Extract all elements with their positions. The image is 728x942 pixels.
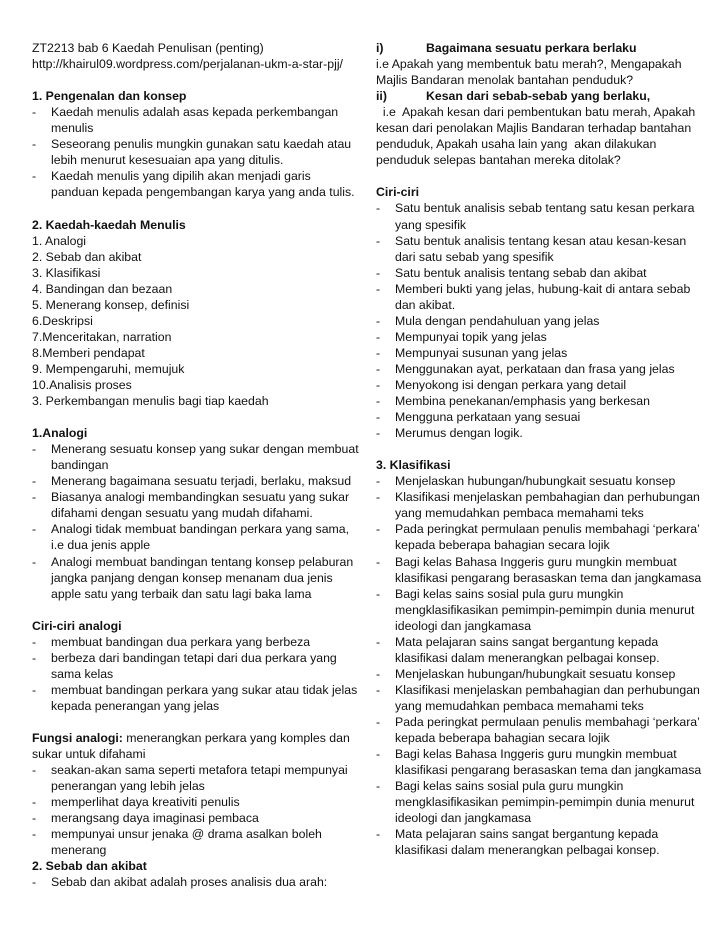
right-column — [376, 40, 706, 858]
bullet-dash: - — [376, 265, 381, 280]
list-item — [376, 554, 706, 586]
bullet-list — [376, 473, 706, 858]
item-title: Bagaimana sesuatu perkara berlaku — [426, 41, 637, 55]
bullet-dash: - — [32, 474, 37, 489]
list-item-text: bandingan — [51, 458, 109, 473]
list-item — [376, 393, 706, 409]
list-item-text: Mata pelajaran sains sangat bergantung kepada — [395, 827, 659, 842]
inline-bold-label: Fungsi analogi: — [32, 731, 123, 746]
list-item-text: Satu bentuk analisis tentang kesan atau kesan-kesan — [395, 233, 687, 248]
list-item-text: kepada beberapa bahagian secara lojik — [395, 731, 610, 746]
bullet-dash: - — [376, 281, 381, 296]
bullet-dash: - — [32, 522, 37, 537]
bullet-list — [32, 762, 362, 858]
list-item — [376, 586, 706, 634]
list-item-text: Memberi bukti yang jelas, hubung-kait di antara sebab — [395, 281, 691, 296]
list-item-text: dan akibat. — [395, 297, 456, 312]
text-line: 3. Perkembangan menulis bagi tiap kaedah — [32, 394, 269, 409]
text-line: 2. Sebab dan akibat — [32, 249, 142, 264]
bullet-dash: - — [376, 522, 381, 537]
bullet-dash: - — [32, 763, 37, 778]
list-item — [376, 200, 706, 232]
bullet-dash: - — [376, 377, 381, 392]
bullet-dash: - — [376, 394, 381, 409]
document-header-title: ZT2213 bab 6 Kaedah Penulisan (penting) — [32, 41, 264, 55]
list-item-text: dari satu sebab yang spesifik — [395, 249, 554, 264]
bullet-dash: - — [376, 361, 381, 376]
list-item-text: Satu bentuk analisis tentang sebab dan akibat — [395, 265, 647, 280]
bullet-dash: - — [376, 345, 381, 360]
bullet-dash: - — [376, 779, 381, 794]
item-title: Kesan dari sebab-sebab yang berlaku, — [426, 89, 651, 104]
section-heading: 1.Analogi — [32, 426, 88, 441]
bullet-dash: - — [376, 426, 381, 441]
bullet-dash: - — [32, 795, 37, 810]
list-item — [32, 810, 362, 826]
list-item-text: merangsang daya imaginasi pembaca — [51, 811, 259, 826]
list-item-text: Menjelaskan hubungan/hubungkait sesuatu konsep — [395, 666, 676, 681]
list-item-text: Bagi kelas Bahasa Inggeris guru mungkin membuat — [395, 747, 677, 762]
list-item-text: Pada peringkat permulaan penulis membahagi ‘perkara’ — [395, 714, 700, 729]
section-heading: 2. Sebab dan akibat — [32, 859, 147, 874]
list-item — [32, 650, 362, 682]
section-heading: 2. Kaedah-kaedah Menulis — [32, 217, 186, 232]
list-item-text: Analogi tidak membuat bandingan perkara yang sama, — [51, 522, 350, 537]
list-item — [376, 682, 706, 714]
text-line: 5. Menerang konsep, definisi — [32, 297, 190, 312]
list-item — [32, 473, 362, 489]
bullet-dash: - — [376, 747, 381, 762]
paragraph-line: sukar untuk difahami — [32, 747, 146, 762]
list-item — [376, 666, 706, 682]
list-item-text: membuat bandingan perkara yang sukar atau tidak jelas — [51, 682, 358, 697]
list-item-text: Kaedah menulis yang dipilih akan menjadi garis — [51, 169, 311, 184]
bullet-dash: - — [376, 201, 381, 216]
numbered-heading — [376, 88, 706, 104]
list-item — [376, 714, 706, 746]
bullet-dash: - — [376, 666, 381, 681]
list-item-text: panduan kepada pengembangan karya yang anda tulis. — [51, 185, 355, 200]
list-item — [32, 441, 362, 473]
list-item-text: Biasanya analogi membandingkan sesuatu yang sukar — [51, 490, 350, 505]
list-item-text: Bagi kelas Bahasa Inggeris guru mungkin membuat — [395, 554, 677, 569]
list-item-text: memperlihat daya kreativiti penulis — [51, 795, 240, 810]
list-item-text: menerang — [51, 843, 107, 858]
list-item-text: Menggunakan ayat, perkataan dan frasa yang jelas — [395, 361, 675, 376]
list-item-text: berbeza dari bandingan tetapi dari dua perkara yang — [51, 650, 337, 665]
bullet-list — [32, 104, 362, 200]
list-item-text: ideologi dan jangkamasa — [395, 811, 532, 826]
list-item-text: kepada penerangan yang jelas — [51, 698, 220, 713]
bullet-list — [376, 200, 706, 441]
list-item — [32, 794, 362, 810]
list-item-text: yang spesifik — [395, 217, 467, 232]
text-line: Majlis Bandaran menolak bantahan penduduk? — [376, 73, 634, 88]
list-item — [376, 634, 706, 666]
list-item-text: Sebab dan akibat adalah proses analisis dua arah: — [51, 875, 328, 890]
paragraph-lines — [376, 56, 706, 88]
bullet-dash: - — [376, 490, 381, 505]
text-line: kesan dari penolakan Majlis Bandaran terhadap bantahan — [376, 121, 692, 136]
list-item — [376, 826, 706, 858]
text-line: penduduk, Apakah usaha lain yang akan dilakukan — [376, 137, 657, 152]
document-header-url: http://khairul09.wordpress.com/perjalanan-ukm-a-star-pjj/ — [32, 57, 343, 72]
list-item-text: yang memudahkan pembaca memahami teks — [395, 698, 644, 713]
list-item-text: Menyokong isi dengan perkara yang detail — [395, 377, 627, 392]
list-item — [376, 233, 706, 265]
list-item-text: kepada beberapa bahagian secara lojik — [395, 538, 610, 553]
list-item-text: klasifikasi pengarang berasaskan tema dan jangkamasa — [395, 763, 702, 778]
list-item-text: jangka panjang dengan konsep menanam dua jenis — [51, 570, 333, 585]
numbered-heading — [376, 40, 706, 56]
list-item-text: Mempunyai susunan yang jelas — [395, 345, 568, 360]
bullet-dash: - — [32, 634, 37, 649]
list-item-text: ideologi dan jangkamasa — [395, 618, 532, 633]
bullet-dash: - — [32, 169, 37, 184]
list-item — [376, 425, 706, 441]
list-item-text: Membina penekanan/emphasis yang berkesan — [395, 394, 650, 409]
list-item — [376, 329, 706, 345]
bullet-dash: - — [32, 827, 37, 842]
text-line: 7.Menceritakan, narration — [32, 329, 172, 344]
list-item — [32, 634, 362, 650]
list-item-text: klasifikasi dalam menerangkan pelbagai konsep. — [395, 843, 660, 858]
list-item-text: Bagi kelas sains sosial pula guru mungkin — [395, 586, 624, 601]
list-item — [376, 377, 706, 393]
list-item-text: i.e dua jenis apple — [51, 538, 151, 553]
list-item — [376, 361, 706, 377]
section-heading: 1. Pengenalan dan konsep — [32, 89, 187, 104]
list-item-text: Menerang sesuatu konsep yang sukar dengan membuat — [51, 442, 359, 457]
inline-text: menerangkan perkara yang komples dan — [122, 731, 350, 746]
list-item-text: Klasifikasi menjelaskan pembahagian dan perhubungan — [395, 682, 700, 697]
list-item — [376, 409, 706, 425]
bullet-dash: - — [32, 875, 37, 890]
list-item-text: menulis — [51, 121, 94, 136]
bullet-dash: - — [32, 554, 37, 569]
list-item-text: Pada peringkat permulaan penulis membahagi ‘perkara’ — [395, 522, 700, 537]
bullet-dash: - — [32, 811, 37, 826]
list-item-text: Menjelaskan hubungan/hubungkait sesuatu konsep — [395, 474, 676, 489]
list-item-text: Mengguna perkataan yang sesuai — [395, 410, 581, 425]
list-item-text: mengklasifikasikan pemimpin-pemimpin dunia menurut — [395, 602, 695, 617]
list-item-text: sama kelas — [51, 666, 114, 681]
list-item-text: Mula dengan pendahuluan yang jelas — [395, 313, 600, 328]
list-item-text: seakan-akan sama seperti metafora tetapi mempunyai — [51, 763, 348, 778]
item-number: i) — [376, 41, 384, 55]
list-item-text: mengklasifikasikan pemimpin-pemimpin dunia menurut — [395, 795, 695, 810]
text-line: 10.Analisis proses — [32, 377, 132, 392]
list-item-text: Mata pelajaran sains sangat bergantung kepada — [395, 634, 659, 649]
paragraph-line — [32, 730, 362, 746]
bullet-dash: - — [32, 490, 37, 505]
list-item-text: lebih menurut kesesuaian apa yang ditulis. — [51, 153, 284, 168]
list-item — [32, 489, 362, 521]
list-item — [376, 345, 706, 361]
section-heading: Ciri-ciri analogi — [32, 618, 122, 633]
list-item-text: apple satu yang terbaik dan satu lagi baka lama — [51, 586, 312, 601]
list-item-text: yang memudahkan pembaca memahami teks — [395, 506, 644, 521]
left-column — [32, 40, 362, 890]
list-item — [32, 104, 362, 136]
text-line: 1. Analogi — [32, 233, 87, 248]
bullet-dash: - — [376, 313, 381, 328]
bullet-dash: - — [376, 714, 381, 729]
list-item — [376, 473, 706, 489]
list-item — [32, 762, 362, 794]
bullet-dash: - — [376, 586, 381, 601]
list-item — [32, 826, 362, 858]
list-item-text: Analogi membuat bandingan tentang konsep pelaburan — [51, 554, 354, 569]
list-item — [32, 682, 362, 714]
list-item-text: Satu bentuk analisis sebab tentang satu kesan perkara — [395, 201, 695, 216]
list-item-text: Merumus dengan logik. — [395, 426, 523, 441]
text-line: 9. Mempengaruhi, memujuk — [32, 361, 185, 376]
text-line: i.e Apakah kesan dari pembentukan batu merah, Apakah — [376, 105, 696, 120]
item-number: ii) — [376, 89, 387, 104]
list-item-text: klasifikasi dalam menerangkan pelbagai konsep. — [395, 650, 660, 665]
list-item-text: Seseorang penulis mungkin gunakan satu kaedah atau — [51, 137, 352, 152]
bullet-dash: - — [376, 474, 381, 489]
list-item — [376, 265, 706, 281]
list-item-text: mempunyai unsur jenaka @ drama asalkan boleh — [51, 827, 322, 842]
bullet-dash: - — [376, 233, 381, 248]
section-heading: 3. Klasifikasi — [376, 458, 451, 473]
bullet-dash: - — [376, 682, 381, 697]
bullet-dash: - — [32, 442, 37, 457]
list-item — [32, 168, 362, 200]
list-item — [376, 489, 706, 521]
list-item-text: Menerang bagaimana sesuatu terjadi, berlaku, maksud — [51, 474, 352, 489]
bullet-list — [32, 634, 362, 714]
list-item-text: difahami dengan sesuatu yang mudah difahami. — [51, 506, 313, 521]
bullet-dash: - — [32, 105, 37, 120]
text-line: 3. Klasifikasi — [32, 265, 101, 280]
list-item-text: klasifikasi pengarang berasaskan tema dan jangkamasa — [395, 570, 702, 585]
bullet-dash: - — [376, 410, 381, 425]
text-line: i.e Apakah yang membentuk batu merah?, Mengapakah — [376, 57, 682, 72]
bullet-dash: - — [32, 682, 37, 697]
list-item — [32, 874, 362, 890]
text-line: 8.Memberi pendapat — [32, 345, 145, 360]
list-item — [376, 746, 706, 778]
list-item-text: penerangan yang lebih jelas — [51, 779, 205, 794]
list-item — [32, 521, 362, 553]
list-item — [376, 778, 706, 826]
text-line: penduduk selepas bantahan mereka ditolak? — [376, 153, 621, 168]
list-item — [32, 136, 362, 168]
bullet-dash: - — [376, 827, 381, 842]
bullet-list — [32, 874, 362, 890]
list-item — [376, 281, 706, 313]
list-item — [376, 313, 706, 329]
section-heading: Ciri-ciri — [376, 185, 420, 200]
text-line: 4. Bandingan dan bezaan — [32, 281, 173, 296]
list-item — [32, 554, 362, 602]
list-item-text: Bagi kelas sains sosial pula guru mungkin — [395, 779, 624, 794]
list-item — [376, 521, 706, 553]
plain-list — [32, 233, 362, 410]
bullet-dash: - — [32, 650, 37, 665]
list-item-text: Kaedah menulis adalah asas kepada perkembangan — [51, 105, 339, 120]
bullet-list — [32, 441, 362, 601]
bullet-dash: - — [32, 137, 37, 152]
text-line: 6.Deskripsi — [32, 313, 93, 328]
bullet-dash: - — [376, 329, 381, 344]
paragraph-lines — [376, 104, 706, 168]
bullet-dash: - — [376, 634, 381, 649]
bullet-dash: - — [376, 554, 381, 569]
list-item-text: membuat bandingan dua perkara yang berbeza — [51, 634, 311, 649]
list-item-text: Klasifikasi menjelaskan pembahagian dan perhubungan — [395, 490, 700, 505]
list-item-text: Mempunyai topik yang jelas — [395, 329, 547, 344]
